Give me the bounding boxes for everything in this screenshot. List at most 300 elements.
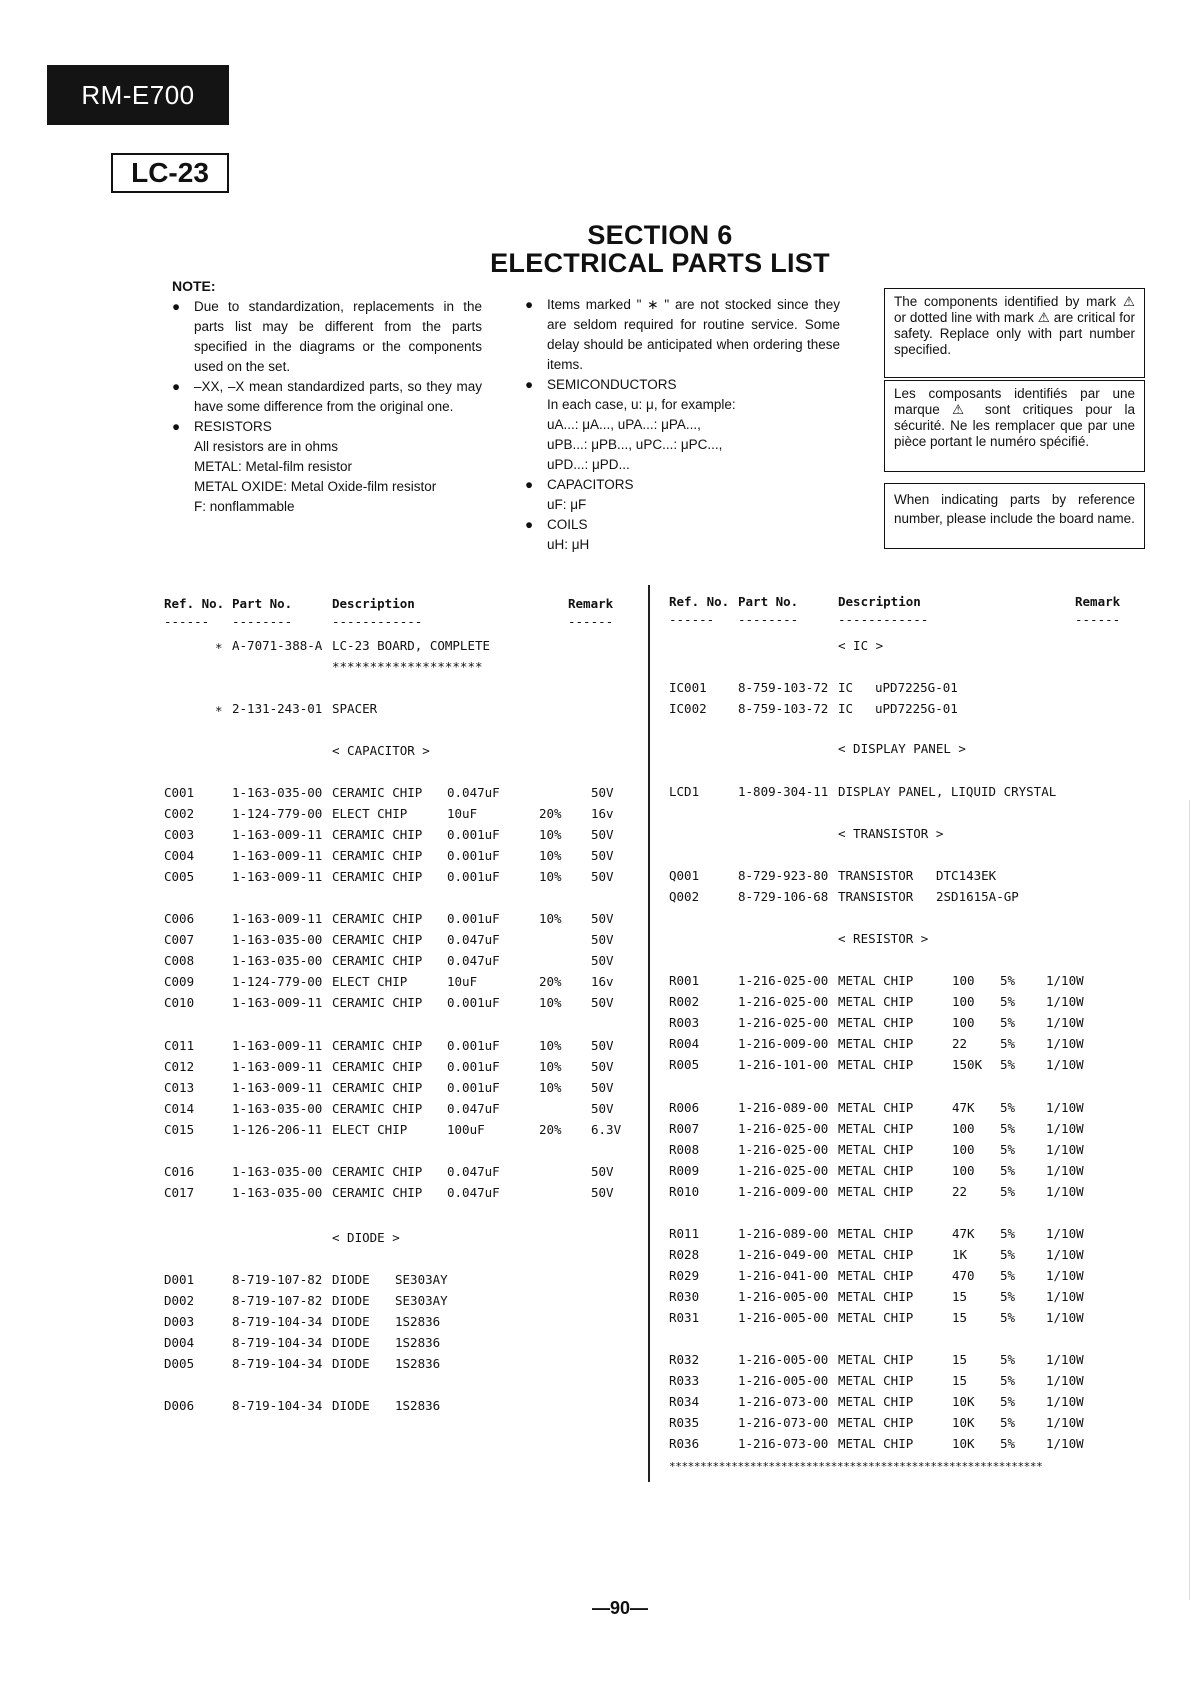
wattage: 1/10W	[1046, 1036, 1084, 1051]
resistance: 100	[952, 1142, 975, 1157]
ref-no: C003	[164, 827, 195, 842]
voltage: 50V	[591, 785, 614, 800]
ref-no: C017	[164, 1185, 195, 1200]
description: TRANSISTOR	[838, 868, 914, 883]
voltage: 50V	[591, 848, 614, 863]
description: DISPLAY PANEL, LIQUID CRYSTAL	[838, 784, 1057, 799]
hash-marks: ********************	[332, 659, 483, 674]
tolerance: 5%	[1000, 994, 1016, 1009]
reference-note: When indicating parts by reference number, please include the board name.	[884, 483, 1145, 549]
rule-part: --------	[232, 614, 293, 629]
ref-no: D004	[164, 1335, 195, 1350]
part-number: 1-163-009-11	[232, 911, 323, 926]
tolerance: 10%	[539, 869, 562, 884]
value: 0.001uF	[447, 827, 500, 842]
tolerance: 5%	[1000, 1184, 1016, 1199]
category-ic: < IC >	[838, 638, 884, 653]
value: 10uF	[447, 974, 478, 989]
note-item	[525, 295, 840, 375]
tolerance: 5%	[1000, 1310, 1016, 1325]
note-text: uF: μF	[547, 497, 587, 512]
part-number: 8-719-107-82	[232, 1272, 323, 1287]
part-number: 8-759-103-72	[738, 680, 829, 695]
description: METAL CHIP	[838, 1036, 914, 1051]
ref-no: Q002	[669, 889, 700, 904]
note-item	[172, 477, 482, 497]
part-number: 1-216-073-00	[738, 1436, 829, 1451]
ref-no: C013	[164, 1080, 195, 1095]
value: 100uF	[447, 1122, 485, 1137]
type: 1S2836	[395, 1398, 441, 1413]
ref-no: R028	[669, 1247, 700, 1262]
description: IC	[838, 701, 854, 716]
header-ref: Ref. No.	[164, 596, 225, 611]
wattage: 1/10W	[1046, 1057, 1084, 1072]
description: DIODE	[332, 1398, 370, 1413]
part-number: 1-216-005-00	[738, 1289, 829, 1304]
part-number: 1-216-025-00	[738, 1142, 829, 1157]
note-item	[525, 415, 840, 435]
bullet-icon: ●	[525, 377, 534, 392]
ref-no: R003	[669, 1015, 700, 1030]
bullet-icon: ●	[525, 297, 534, 312]
category-display-panel: < DISPLAY PANEL >	[838, 741, 966, 756]
value: 0.001uF	[447, 848, 500, 863]
wattage: 1/10W	[1046, 1142, 1084, 1157]
ref-no: C014	[164, 1101, 195, 1116]
ref-no: R010	[669, 1184, 700, 1199]
tolerance: 5%	[1000, 1373, 1016, 1388]
ref-no: C007	[164, 932, 195, 947]
part-number: 1-163-035-00	[232, 1164, 323, 1179]
resistance: 47K	[952, 1226, 975, 1241]
part-number: 8-719-104-34	[232, 1356, 323, 1371]
note-item	[525, 535, 840, 555]
table-header-rule-right	[0, 612, 1121, 632]
value: 10uF	[447, 806, 478, 821]
safety-note-english: The components identified by mark ⚠ or dotted line with mark ⚠ are critical for safety. Replace only with part number specified.	[884, 288, 1145, 378]
description: CERAMIC CHIP	[332, 953, 423, 968]
value: 0.047uF	[447, 1164, 500, 1179]
voltage: 50V	[591, 1101, 614, 1116]
part-number: 8-719-104-34	[232, 1335, 323, 1350]
tolerance: 10%	[539, 848, 562, 863]
description: METAL CHIP	[838, 973, 914, 988]
resistance: 470	[952, 1268, 975, 1283]
ref-no: IC002	[669, 701, 707, 716]
description: METAL CHIP	[838, 1289, 914, 1304]
note-item	[172, 437, 482, 457]
resistance: 47K	[952, 1100, 975, 1115]
resistance: 10K	[952, 1394, 975, 1409]
note-item	[172, 457, 482, 477]
wattage: 1/10W	[1046, 994, 1084, 1009]
header-ref: Ref. No.	[669, 594, 730, 609]
description: CERAMIC CHIP	[332, 1101, 423, 1116]
type: 1S2836	[395, 1314, 441, 1329]
type: DTC143EK	[936, 868, 997, 883]
description: CERAMIC CHIP	[332, 995, 423, 1010]
note-text: SEMICONDUCTORS	[547, 377, 677, 392]
rule-ref: ------	[164, 614, 210, 629]
description: SPACER	[332, 701, 378, 716]
rule-ref: ------	[669, 612, 715, 627]
resistance: 15	[952, 1352, 968, 1367]
section-title: ELECTRICAL PARTS LIST	[490, 248, 830, 278]
resistance: 1K	[952, 1247, 968, 1262]
note-text: Due to standardization, replacements in the parts list may be different from the parts specified in the diagrams or the components used on the set.	[194, 299, 482, 374]
notes-column-2	[525, 295, 840, 555]
ref-no: R031	[669, 1310, 700, 1325]
ref-no: C001	[164, 785, 195, 800]
board-label: LC-23	[111, 153, 229, 193]
note-item	[525, 475, 840, 495]
description: LC-23 BOARD, COMPLETE	[332, 638, 491, 653]
ref-no: C002	[164, 806, 195, 821]
ref-no: C011	[164, 1038, 195, 1053]
rule-desc: ------------	[332, 614, 423, 629]
description: METAL CHIP	[838, 1415, 914, 1430]
ref-no: C006	[164, 911, 195, 926]
tolerance: 5%	[1000, 1163, 1016, 1178]
part-number: 1-163-035-00	[232, 1101, 323, 1116]
voltage: 50V	[591, 1038, 614, 1053]
tolerance: 5%	[1000, 1436, 1016, 1451]
description: METAL CHIP	[838, 1142, 914, 1157]
note-item	[525, 515, 840, 535]
bullet-icon: ●	[172, 419, 181, 434]
tolerance: 5%	[1000, 1121, 1016, 1136]
part-number: 1-216-005-00	[738, 1373, 829, 1388]
wattage: 1/10W	[1046, 1436, 1084, 1451]
resistance: 15	[952, 1289, 968, 1304]
part-number: 1-124-779-00	[232, 974, 323, 989]
ref-no: R011	[669, 1226, 700, 1241]
ref-no: C010	[164, 995, 195, 1010]
description: DIODE	[332, 1293, 370, 1308]
value: 0.047uF	[447, 1101, 500, 1116]
resistance: 100	[952, 1015, 975, 1030]
description: METAL CHIP	[838, 1247, 914, 1262]
resistance: 22	[952, 1036, 968, 1051]
voltage: 50V	[591, 1185, 614, 1200]
ref-no: C004	[164, 848, 195, 863]
tolerance: 10%	[539, 1038, 562, 1053]
part-number: 1-216-049-00	[738, 1247, 829, 1262]
resistance: 10K	[952, 1436, 975, 1451]
ref-no: C012	[164, 1059, 195, 1074]
description: CERAMIC CHIP	[332, 932, 423, 947]
description: TRANSISTOR	[838, 889, 914, 904]
part-number: 1-216-025-00	[738, 1163, 829, 1178]
resistance: 100	[952, 973, 975, 988]
description: METAL CHIP	[838, 1163, 914, 1178]
note-item	[525, 435, 840, 455]
ref-no: R032	[669, 1352, 700, 1367]
ref-no: D003	[164, 1314, 195, 1329]
type: 1S2836	[395, 1356, 441, 1371]
part-number: 8-759-103-72	[738, 701, 829, 716]
part-number: 1-216-073-00	[738, 1394, 829, 1409]
value: 0.001uF	[447, 911, 500, 926]
ref-no: C009	[164, 974, 195, 989]
description: DIODE	[332, 1356, 370, 1371]
part-number: 1-124-779-00	[232, 806, 323, 821]
note-item	[525, 455, 840, 475]
description: DIODE	[332, 1335, 370, 1350]
note-item	[525, 375, 840, 395]
part-number: 1-163-009-11	[232, 995, 323, 1010]
ref-no: R029	[669, 1268, 700, 1283]
part-number: 1-163-009-11	[232, 869, 323, 884]
resistance: 100	[952, 1121, 975, 1136]
voltage: 50V	[591, 827, 614, 842]
ref-no: Q001	[669, 868, 700, 883]
header-desc: Description	[332, 596, 415, 611]
bullet-icon: ●	[172, 299, 181, 314]
wattage: 1/10W	[1046, 1015, 1084, 1030]
part-number: 2-131-243-01	[232, 701, 323, 716]
wattage: 1/10W	[1046, 1310, 1084, 1325]
wattage: 1/10W	[1046, 1268, 1084, 1283]
description: METAL CHIP	[838, 1057, 914, 1072]
part-number: 1-216-089-00	[738, 1100, 829, 1115]
wattage: 1/10W	[1046, 1352, 1084, 1367]
page-number: —90—	[591, 1598, 649, 1618]
part-number: 1-216-101-00	[738, 1057, 829, 1072]
tolerance: 5%	[1000, 1415, 1016, 1430]
ref-no: R035	[669, 1415, 700, 1430]
wattage: 1/10W	[1046, 1415, 1084, 1430]
column-divider	[648, 585, 650, 1482]
note-item	[172, 297, 482, 377]
voltage: 50V	[591, 995, 614, 1010]
tolerance: 10%	[539, 995, 562, 1010]
tolerance: 5%	[1000, 1057, 1016, 1072]
description: METAL CHIP	[838, 1310, 914, 1325]
tolerance: 20%	[539, 806, 562, 821]
description: METAL CHIP	[838, 1352, 914, 1367]
header-remark: Remark	[568, 596, 614, 611]
description: METAL CHIP	[838, 1226, 914, 1241]
description: ELECT CHIP	[332, 806, 408, 821]
tolerance: 5%	[1000, 1100, 1016, 1115]
description: CERAMIC CHIP	[332, 785, 423, 800]
header-desc: Description	[838, 594, 921, 609]
ref-no: C015	[164, 1122, 195, 1137]
value: 0.047uF	[447, 1185, 500, 1200]
description: DIODE	[332, 1314, 370, 1329]
wattage: 1/10W	[1046, 1394, 1084, 1409]
resistance: 100	[952, 1163, 975, 1178]
header-part: Part No.	[232, 596, 293, 611]
value: 0.001uF	[447, 995, 500, 1010]
value: 0.047uF	[447, 953, 500, 968]
note-item	[172, 377, 482, 417]
part-number: 8-719-104-34	[232, 1398, 323, 1413]
part-number: 1-216-005-00	[738, 1310, 829, 1325]
resistance: 100	[952, 994, 975, 1009]
ref-no: C005	[164, 869, 195, 884]
resistance: 15	[952, 1310, 968, 1325]
type: uPD7225G-01	[875, 680, 958, 695]
description: METAL CHIP	[838, 1184, 914, 1199]
note-text: uPB...: μPB..., uPC...: μPC...,	[547, 437, 723, 452]
description: METAL CHIP	[838, 1373, 914, 1388]
ref-no: R006	[669, 1100, 700, 1115]
category-resistor: < RESISTOR >	[838, 931, 929, 946]
description: METAL CHIP	[838, 1015, 914, 1030]
rule-remark: ------	[1075, 612, 1121, 627]
tolerance: 10%	[539, 911, 562, 926]
rule-desc: ------------	[838, 612, 929, 627]
value: 0.001uF	[447, 1038, 500, 1053]
resistance: 10K	[952, 1415, 975, 1430]
tolerance: 20%	[539, 974, 562, 989]
wattage: 1/10W	[1046, 1289, 1084, 1304]
type: 2SD1615A-GP	[936, 889, 1019, 904]
ref-no: R002	[669, 994, 700, 1009]
tolerance: 5%	[1000, 1036, 1016, 1051]
ref-no: R036	[669, 1436, 700, 1451]
description: DIODE	[332, 1272, 370, 1287]
value: 0.001uF	[447, 869, 500, 884]
note-text: –XX, –X mean standardized parts, so they may have some difference from the original one.	[194, 379, 482, 414]
note-text: Items marked " ∗ " are not stocked since they are seldom required for routine service. Some delay should be anticipated when ordering these items.	[547, 297, 840, 372]
tolerance: 5%	[1000, 1015, 1016, 1030]
scan-edge-line	[1189, 800, 1190, 1600]
part-number: 1-163-009-11	[232, 1059, 323, 1074]
voltage: 50V	[591, 1164, 614, 1179]
note-item	[172, 497, 482, 517]
part-number: 1-216-025-00	[738, 973, 829, 988]
part-number: A-7071-388-A	[232, 638, 323, 653]
description: CERAMIC CHIP	[332, 1038, 423, 1053]
tolerance: 5%	[1000, 1268, 1016, 1283]
table-header-right	[0, 594, 1121, 614]
part-number: 1-163-009-11	[232, 848, 323, 863]
model-badge: RM-E700	[47, 65, 229, 125]
ref-no: C016	[164, 1164, 195, 1179]
part-number: 1-216-009-00	[738, 1184, 829, 1199]
resistance: 150K	[952, 1057, 983, 1072]
wattage: 1/10W	[1046, 1247, 1084, 1262]
wattage: 1/10W	[1046, 1184, 1084, 1199]
value: 0.047uF	[447, 785, 500, 800]
description: METAL CHIP	[838, 1394, 914, 1409]
part-number: 1-216-025-00	[738, 1121, 829, 1136]
part-number: 1-216-041-00	[738, 1268, 829, 1283]
part-number: 1-163-035-00	[232, 1185, 323, 1200]
tolerance: 5%	[1000, 1289, 1016, 1304]
description: CERAMIC CHIP	[332, 827, 423, 842]
tolerance: 5%	[1000, 1394, 1016, 1409]
tolerance: 5%	[1000, 1247, 1016, 1262]
rule-remark: ------	[568, 614, 614, 629]
part-number: 1-126-206-11	[232, 1122, 323, 1137]
description: CERAMIC CHIP	[332, 869, 423, 884]
tolerance: 10%	[539, 1059, 562, 1074]
note-text: uPD...: μPD...	[547, 457, 630, 472]
part-number: 8-719-104-34	[232, 1314, 323, 1329]
note-text: COILS	[547, 517, 588, 532]
category-diode: < DIODE >	[332, 1230, 400, 1245]
description: ELECT CHIP	[332, 974, 408, 989]
ref-no: IC001	[669, 680, 707, 695]
description: CERAMIC CHIP	[332, 1059, 423, 1074]
bullet-icon: ●	[525, 477, 534, 492]
voltage: 16v	[591, 974, 614, 989]
part-number: 8-729-106-68	[738, 889, 829, 904]
wattage: 1/10W	[1046, 1121, 1084, 1136]
wattage: 1/10W	[1046, 1226, 1084, 1241]
part-number: 1-163-035-00	[232, 932, 323, 947]
description: IC	[838, 680, 854, 695]
category-transistor: < TRANSISTOR >	[838, 826, 944, 841]
end-of-list-marks	[0, 1460, 1043, 1480]
ref-no: R001	[669, 973, 700, 988]
ref-no: R034	[669, 1394, 700, 1409]
tolerance: 5%	[1000, 1142, 1016, 1157]
bullet-icon: ●	[525, 517, 534, 532]
part-number: 1-163-035-00	[232, 953, 323, 968]
spacer-row	[0, 701, 378, 721]
star-mark: ∗	[215, 701, 223, 716]
description: METAL CHIP	[838, 1268, 914, 1283]
voltage: 6.3V	[591, 1122, 622, 1137]
ref-no: R004	[669, 1036, 700, 1051]
wattage: 1/10W	[1046, 1373, 1084, 1388]
bullet-icon: ●	[172, 379, 181, 394]
wattage: 1/10W	[1046, 1163, 1084, 1178]
description: CERAMIC CHIP	[332, 1164, 423, 1179]
part-number: 8-729-923-80	[738, 868, 829, 883]
description: METAL CHIP	[838, 1100, 914, 1115]
note-text: In each case, u: μ, for example:	[547, 397, 736, 412]
part-number: 1-163-035-00	[232, 785, 323, 800]
resistance: 15	[952, 1373, 968, 1388]
note-text: METAL OXIDE: Metal Oxide-film resistor	[194, 479, 437, 494]
description: METAL CHIP	[838, 1121, 914, 1136]
part-number: 1-163-009-11	[232, 1080, 323, 1095]
description: CERAMIC CHIP	[332, 848, 423, 863]
type: uPD7225G-01	[875, 701, 958, 716]
part-number: 1-216-009-00	[738, 1036, 829, 1051]
part-number: 8-719-107-82	[232, 1293, 323, 1308]
ref-no: D002	[164, 1293, 195, 1308]
note-item	[525, 395, 840, 415]
type: SE303AY	[395, 1293, 448, 1308]
type: SE303AY	[395, 1272, 448, 1287]
tolerance: 5%	[1000, 973, 1016, 988]
section-number: SECTION 6	[587, 220, 733, 250]
description: METAL CHIP	[838, 1436, 914, 1451]
description: METAL CHIP	[838, 994, 914, 1009]
note-item	[172, 417, 482, 437]
note-text: CAPACITORS	[547, 477, 634, 492]
part-number: 1-809-304-11	[738, 784, 829, 799]
wattage: 1/10W	[1046, 1100, 1084, 1115]
part-number: 1-216-073-00	[738, 1415, 829, 1430]
value: 0.047uF	[447, 932, 500, 947]
ref-no: D006	[164, 1398, 195, 1413]
ref-no: D001	[164, 1272, 195, 1287]
ref-no: R005	[669, 1057, 700, 1072]
part-number: 1-216-025-00	[738, 1015, 829, 1030]
ref-no: R009	[669, 1163, 700, 1178]
note-text: uA...: μA..., uPA...: μPA...,	[547, 417, 701, 432]
description: CERAMIC CHIP	[332, 1185, 423, 1200]
